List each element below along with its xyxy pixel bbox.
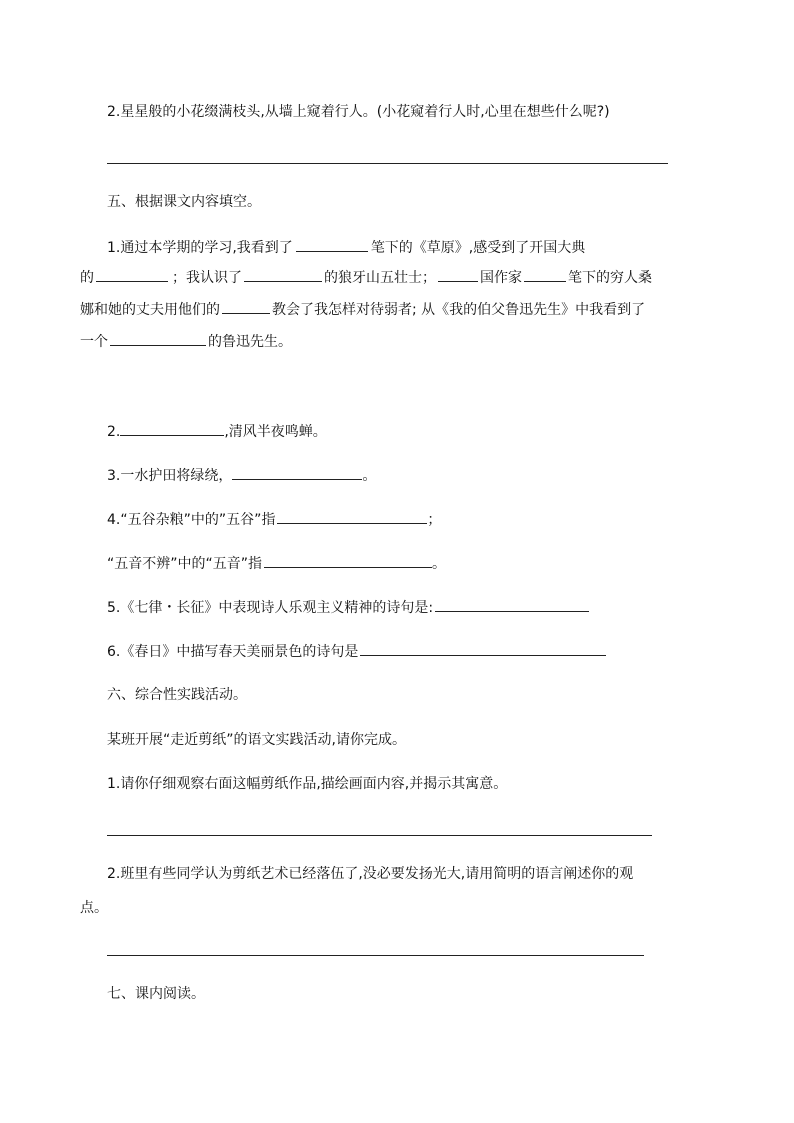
q1-line-1 [107, 236, 585, 258]
section-heading: 六、综合性实践活动。 [107, 687, 247, 703]
answer-line[interactable] [107, 955, 644, 956]
q6-line [107, 640, 606, 662]
q1-text: 的鲁迅先生。 [208, 334, 292, 350]
q1-text: 的狼牙山五壮士； [324, 270, 436, 286]
q4-prefix: 4.“五谷杂粮”中的”五谷”指 [107, 512, 276, 528]
activity-q2-line-1: 2.班里有些同学认为剪纸艺术已经落伍了,没必要发扬光大,请用简明的语言阐述你的观 [107, 866, 634, 882]
fill-blank[interactable] [120, 420, 224, 436]
q4-prefix: “五音不辨”中的“五音”指 [107, 556, 263, 572]
answer-line[interactable] [107, 163, 668, 164]
activity-q1: 1.请你仔细观察右面这幅剪纸作品,描绘画面内容,并揭示其寓意。 [107, 776, 508, 792]
fill-blank[interactable] [360, 640, 606, 656]
section-heading: 五、根据课文内容填空。 [107, 194, 261, 210]
q2-suffix: ,清风半夜鸣蝉。 [224, 424, 327, 440]
q4-suffix: 。 [432, 556, 447, 572]
q5-text: 5.《七律・长征》中表现诗人乐观主义精神的诗句是: [107, 600, 434, 616]
q1-text: ；我认识了 [172, 270, 242, 286]
q1-line-2 [80, 266, 652, 288]
q1-line-3 [80, 298, 645, 320]
q6-text: 6.《春日》中描写春天美丽景色的诗句是 [107, 644, 359, 660]
q1-text: 笔下的穷人桑 [568, 270, 652, 286]
q4-line-1 [107, 508, 441, 530]
section-heading: 七、课内阅读。 [107, 986, 205, 1002]
q1-line-4 [80, 330, 292, 352]
q3-suffix: 。 [362, 468, 377, 484]
activity-intro: 某班开展“走近剪纸”的语文实践活动,请你完成。 [107, 732, 406, 748]
fill-blank[interactable] [524, 266, 566, 282]
fill-blank[interactable] [232, 464, 362, 480]
answer-line[interactable] [107, 835, 652, 836]
fill-blank[interactable] [96, 266, 168, 282]
q1-text: 的 [80, 270, 94, 286]
fill-blank[interactable] [222, 298, 270, 314]
fill-blank[interactable] [296, 236, 368, 252]
fill-blank[interactable] [244, 266, 322, 282]
q2-prefix: 2. [107, 424, 121, 440]
fill-blank[interactable] [277, 508, 427, 524]
q2-line [107, 420, 327, 442]
activity-q2-line-2: 点。 [80, 900, 108, 916]
fill-blank[interactable] [438, 266, 478, 282]
q5-line [107, 596, 589, 618]
q1-text: 1.通过本学期的学习,我看到了 [107, 240, 293, 256]
fill-blank[interactable] [435, 596, 589, 612]
fill-blank[interactable] [264, 552, 432, 568]
q1-text: 教会了我怎样对待弱者; 从《我的伯父鲁迅先生》中我看到了 [272, 302, 646, 318]
q1-text: 一个 [80, 334, 108, 350]
fill-blank[interactable] [110, 330, 206, 346]
q3-line [107, 464, 376, 486]
q3-prefix: 3.一水护田将绿绕， [107, 468, 233, 484]
q4-line-2 [107, 552, 446, 574]
question-text: 2.星星般的小花缀满枝头,从墙上窥着行人。(小花窥着行人时,心里在想些什么呢?) [107, 104, 610, 120]
q1-text: 笔下的《草原》,感受到了开国大典 [370, 240, 586, 256]
q1-text: 娜和她的丈夫用他们的 [80, 302, 220, 318]
q1-text: 国作家 [480, 270, 522, 286]
q4-suffix: ； [427, 512, 442, 528]
